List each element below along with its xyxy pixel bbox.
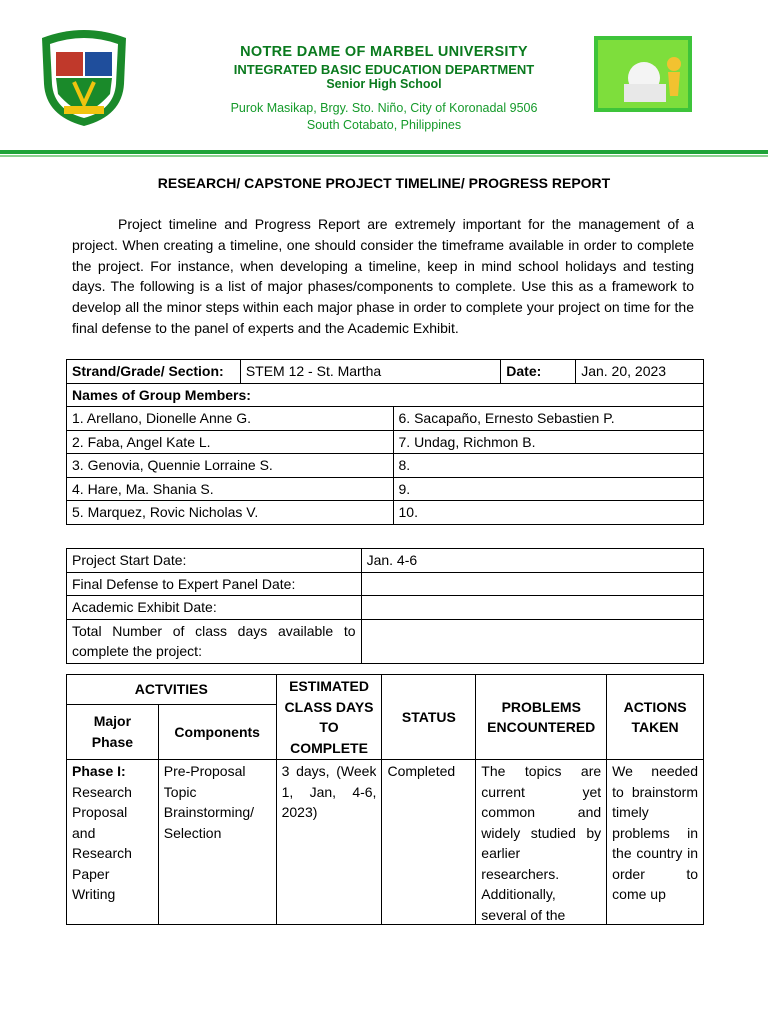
schedule-row — [67, 549, 704, 573]
schedule-label: Final Defense to Expert Panel Date: — [67, 572, 362, 596]
member-name: 4. Hare, Ma. Shania S. — [67, 477, 394, 501]
estimated-text: 3 days, (Week 1, Jan, 4-6, 2023) — [281, 763, 377, 820]
status-cell — [382, 760, 476, 925]
address-line-1: Purok Masikap, Brgy. Sto. Niño, City of Koronadal 9506 — [230, 101, 538, 115]
major-phase-header: Major Phase — [67, 704, 159, 759]
intro-text: Project timeline and Progress Report are extremely important for the management of a project. When creating a timeline, one should consider the timeframe available in order to complete the project. For instance, when developing a timeline, keep in mind school holidays and testing days. The following is a list of major phases/components to complete. Use this as a framework to develop all the minor steps within each major phase in order to complete your project on time for the final defense to the panel of experts and the Academic Exhibit. — [72, 216, 694, 336]
school-name: Senior High School — [326, 77, 442, 91]
date-value: Jan. 20, 2023 — [576, 360, 704, 384]
strand-value: STEM 12 - St. Martha — [240, 360, 500, 384]
schedule-value: Jan. 4-6 — [361, 549, 703, 573]
estimated-days-header: ESTIMATED CLASS DAYS TO COMPLETE — [276, 675, 382, 760]
status-header: STATUS — [382, 675, 476, 760]
actions-cell — [607, 760, 704, 925]
components-text: Pre-Proposal Topic Brainstorming/ Selection — [163, 763, 255, 841]
member-row — [67, 477, 704, 501]
schedule-row — [67, 572, 704, 596]
member-name: 7. Undag, Richmon B. — [393, 430, 704, 454]
phase-cell — [67, 760, 159, 925]
group-info-table — [66, 359, 704, 525]
department-name: INTEGRATED BASIC EDUCATION DEPARTMENT — [233, 62, 535, 77]
schedule-value — [361, 572, 703, 596]
status-text: Completed — [387, 763, 456, 779]
phase-title: Phase I: — [72, 763, 126, 779]
phase-description: Research Proposal and Research Paper Writing — [72, 783, 132, 902]
member-row — [67, 454, 704, 478]
member-name: 2. Faba, Angel Kate L. — [67, 430, 394, 454]
header-rule-light — [0, 155, 768, 157]
schedule-table — [66, 548, 704, 664]
university-name: NOTRE DAME OF MARBEL UNIVERSITY — [240, 44, 528, 60]
member-name: 6. Sacapaño, Ernesto Sebastien P. — [393, 407, 704, 431]
schedule-label: Total Number of class days available to complete the project: — [67, 619, 362, 663]
member-name: 10. — [393, 501, 704, 525]
activities-header: ACTVITIES — [67, 675, 277, 705]
schedule-value — [361, 619, 703, 663]
intro-paragraph — [72, 214, 694, 339]
member-name: 1. Arellano, Dionelle Anne G. — [67, 407, 394, 431]
members-label: Names of Group Members: — [67, 383, 704, 407]
header-rule — [0, 150, 768, 154]
problems-text: The topics are current yet common and widely studied by earlier researchers. Additionally, several of the — [481, 763, 602, 923]
member-row — [67, 501, 704, 525]
schedule-label: Project Start Date: — [67, 549, 362, 573]
green-university-logo — [594, 36, 692, 116]
activities-table — [66, 674, 704, 925]
member-row — [67, 407, 704, 431]
address-line-2: South Cotabato, Philippines — [306, 118, 462, 132]
date-label: Date: — [501, 360, 576, 384]
member-name: 8. — [393, 454, 704, 478]
member-name: 9. — [393, 477, 704, 501]
estimated-cell — [276, 760, 382, 925]
components-cell — [158, 760, 276, 925]
schedule-label: Academic Exhibit Date: — [67, 596, 362, 620]
strand-label: Strand/Grade/ Section: — [67, 360, 241, 384]
member-row — [67, 430, 704, 454]
problems-cell — [476, 760, 607, 925]
member-name: 3. Genovia, Quennie Lorraine S. — [67, 454, 394, 478]
university-seal-logo — [36, 24, 132, 128]
actions-header: ACTIONS TAKEN — [607, 675, 704, 760]
schedule-row — [67, 596, 704, 620]
actions-text: We needed to brainstorm timely problems in the country in order to come up — [612, 763, 698, 902]
document-title: RESEARCH/ CAPSTONE PROJECT TIMELINE/ PROGRESS REPORT — [157, 175, 611, 191]
member-name: 5. Marquez, Rovic Nicholas V. — [67, 501, 394, 525]
schedule-row — [67, 619, 704, 663]
components-header: Components — [158, 704, 276, 759]
schedule-value — [361, 596, 703, 620]
problems-header: PROBLEMS ENCOUNTERED — [476, 675, 607, 760]
activity-row — [67, 760, 704, 925]
phase-content — [72, 761, 153, 923]
